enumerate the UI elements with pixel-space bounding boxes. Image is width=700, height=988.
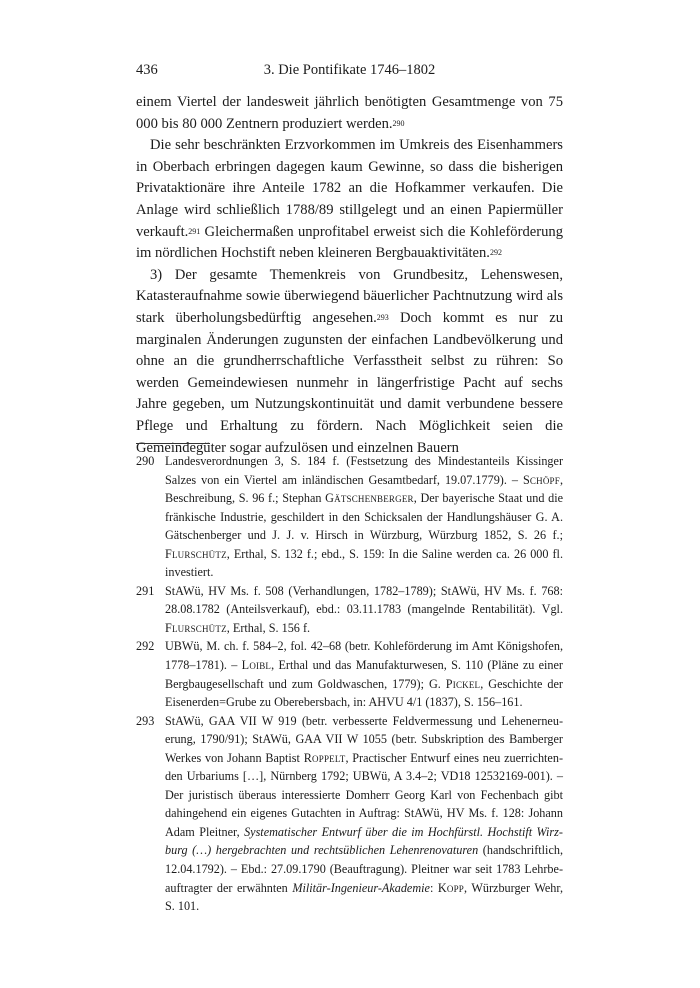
footnote-text: , Würzburger Wehr, S. 101. [165,880,564,914]
author-name: Schöpf [522,472,560,487]
footnotes [136,452,563,916]
footnote-292 [136,637,563,711]
paragraph-1-text: einem Viertel der landesweit jährlich benötigten Gesamtmenge von 75 000 bis 80 000 Zentnern produziert werden. [136,94,563,132]
page-number: 436 [136,62,158,78]
footnote-290 [136,452,563,582]
footnote-text: , Beschreibung, S. 96 f.; Stephan [165,472,563,506]
footnote-text: , Erthal, S. 132 f.; ebd., S. 159: In die Saline werden ca. 26 000 fl. investiert. [165,546,563,580]
footnote-ref-290[interactable]: 290 [392,118,405,128]
author-name: Roppelt [303,750,346,765]
running-head: 3. Die Pontifikate 1746–1802 [263,62,436,78]
paragraph-2-text-a: Die sehr beschränkten Erzvorkommen im Umkreis des Eisenhammers in Oberbach erbringen dagegen kaum Gewinne, so dass die bisherigen Privataktionäre ihre Anteile 1782 an die Hofkammer verkaufen. Die Anlage wird schließlich 1788/89 stillgelegt und an einen Papiermüller verkauft. [136,137,563,240]
footnote-text: StAWü, HV Ms. f. 508 (Verhandlungen, 1782–1789); StAWü, HV Ms. f. 768: 28.08.1782 (Anteilsverkauf), ebd.: 03.11.1783 (mangelnde Rentabilität). Vgl. [165,583,563,617]
author-name: Kopp [437,880,464,895]
page-header [136,62,563,82]
footnote-number: 290 [136,454,155,468]
work-title: Systematischer Entwurf über die im Hochfürstl. Hochstift Wirzburg (…) hergebrachten und rechtsüblichen Lehenrenovaturen [165,824,563,858]
main-text [136,92,563,459]
author-name: Flurschütz [165,620,227,635]
paragraph-3 [136,265,563,459]
paragraph-1 [136,92,563,135]
footnote-number: 293 [136,713,155,728]
footnote-text: StAWü, GAA VII W 919 (betr. verbesserte Feldvermessung und Lehenerneuerung, 1790/91); StAWü, GAA VII W 1055 (betr. Subskription des Bamberger Werkes von Johann Baptist [165,713,563,765]
footnote-text: , Erthal, S. 156 f. [226,620,311,635]
footnote-number: 292 [136,639,155,654]
footnote-text: , Geschichte der Eisenerden=Grube zu Oberebersbach, in: AHVU 4/1 (1837), S. 156–161. [165,676,563,710]
institution-name: Militär-Ingenieur-Akademie [292,880,430,895]
paragraph-2-text-b: Gleichermaßen unprofitabel erweist sich die Kohleförderung im nördlichen Hochstift neben kleineren Bergbauaktivitäten. [136,223,563,262]
footnote-number: 291 [136,583,155,598]
footnote-separator [136,443,210,444]
footnote-text: : [429,880,438,895]
footnote-ref-291[interactable]: 291 [188,226,201,236]
footnote-ref-292[interactable]: 292 [489,248,502,258]
author-name: Pickel [445,676,481,691]
footnote-291 [136,582,563,638]
paragraph-3-text-b: Doch kommt es nur zu marginalen Änderungen zugunsten der einfachen Landbevölkerung und ohne an die grundherrschaftliche Verfasstheit selbst zu rühren: So werden Gemeindewiesen nunmehr in längerfristige Pacht auf sechs Jahre gegeben, um Nutzungskontinuität und damit verbundene bessere Pflege und Erhaltung zu fördern. Nach Möglichkeit seien die Gemeindegüter sogar aufzulösen und einzelnen Bauern [136,309,564,456]
paragraph-3-text-a: 3) Der gesamte Themenkreis von Grundbesitz, Lehenswesen, Katasteraufnahme sowie überwiegend bäuerlicher Pachtnutzung wird als stark überholungsbedürftig angesehen. [136,266,563,326]
footnote-text: , Der bayerische Staat und die fränkische Industrie, geschildert in den Schicksalen der Handlungshäuser G. A. Gätschenberger und J. J. v. Hirsch in Würzburg, Würzburg 1852, S. 26 f.; [165,491,563,543]
footnote-text: Landesverordnungen 3, S. 184 f. (Festsetzung des Mindestanteils Kissinger Salzes von ein Viertel am inländischen Gesamtbedarf, 19.07.1779). – [165,454,563,487]
author-name: Gätschenberger [325,491,414,506]
footnote-text: , Erthal und das Manufakturwesen, S. 110 (Pläne zu einer Bergbaugesellschaft und zum Goldwaschen, 1779); G. [165,658,563,691]
footnote-text: UBWü, M. ch. f. 584–2, fol. 42–68 (betr. Kohleförderung im Amt Königshofen, 1778–1781). – [165,639,563,673]
author-name: Loibl [241,658,272,673]
footnote-ref-293[interactable]: 293 [376,312,389,322]
paragraph-2 [136,135,563,265]
footnote-text: , Practischer Entwurf eines neu zuerrichtenden Urbariums […], Nürnberg 1792; UBWü, A 3.4–2; VD18 12532169-001). – Der juristisch überaus interessierte Domherr Georg Karl von Fechenbach gibt dahingehend ein eigenes Gutachten in Auftrag: StAWü, HV Ms. f. 128: Johann Adam Pleitner, [165,750,563,839]
footnote-text: (handschriftlich, 12.04.1792). – Ebd.: 27.09.1790 (Beauftragung). Pleitner war seit 1783 Lehrbeauftragter der erwähnten [165,843,563,895]
author-name: Flurschütz [165,546,227,561]
footnote-293 [136,712,563,916]
